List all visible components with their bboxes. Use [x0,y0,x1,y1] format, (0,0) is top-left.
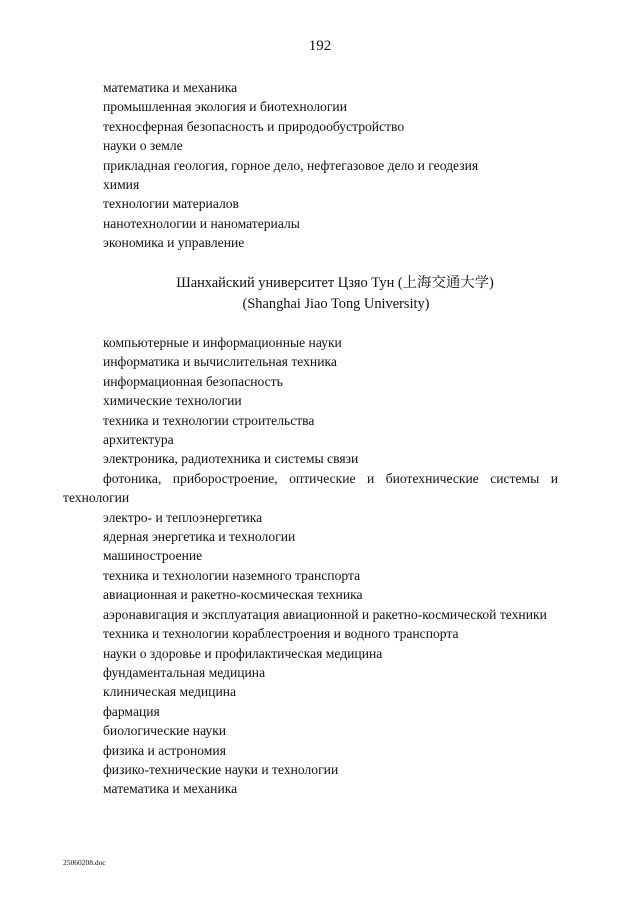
list-item: нанотехнологии и наноматериалы [103,215,300,231]
list-item: авиационная и ракетно-космическая техника [103,587,363,603]
page-number: 192 [308,38,332,54]
footer-file-code: 25060208.doc [63,858,106,867]
list-item: архитектура [103,432,174,448]
list-item: аэронавигация и эксплуатация авиационной и ракетно-космической техники [103,606,547,622]
list-item: компьютерные и информационные науки [103,335,342,350]
list-item: фармация [103,703,160,719]
list-item: физико-технические науки и технологии [103,761,339,777]
list-item: техника и технологии строительства [103,412,315,428]
list-item: электроника, радиотехника и системы связи [103,451,359,467]
list-item: электро- и теплоэнергетика [103,509,263,525]
list-item: клиническая медицина [103,684,237,700]
list-item: техника и технологии кораблестроения и водного транспорта [103,626,459,642]
list-item: промышленная экология и биотехнологии [103,99,347,115]
university-heading [0,273,640,315]
list-item: химия [103,177,140,193]
list-item: информационная безопасность [103,373,283,389]
list-item: математика и механика [103,80,238,95]
list-item: машиностроение [103,548,203,564]
specialty-list-top [103,78,580,253]
list-item: прикладная геология, горное дело, нефтегазовое дело и геодезия [103,157,479,173]
university-name-en: (Shanghai Jiao Tong University) [242,296,430,312]
list-item: технологии материалов [103,196,239,212]
list-item: химические технологии [103,393,242,409]
specialty-list-university [0,333,640,799]
list-item: науки о земле [103,138,183,154]
list-item: информатика и вычислительная техника [103,354,337,370]
list-item: фундаментальная медицина [103,664,266,680]
list-item: математика и механика [103,781,238,797]
list-item: фотоника, приборостроение, оптические и биотехнические системы и технологии [63,470,558,506]
list-item: физика и астрономия [103,742,226,758]
list-item: науки о здоровье и профилактическая медицина [103,645,383,661]
university-name-ru: Шанхайский университет Цзяо Тун (上海交通大学) [176,275,494,291]
list-item: экономика и управление [103,235,245,251]
list-item: техника и технологии наземного транспорта [103,567,361,583]
list-item: ядерная энергетика и технологии [103,529,296,545]
list-item: техносферная безопасность и природообустройство [103,118,405,134]
list-item: биологические науки [103,723,227,739]
